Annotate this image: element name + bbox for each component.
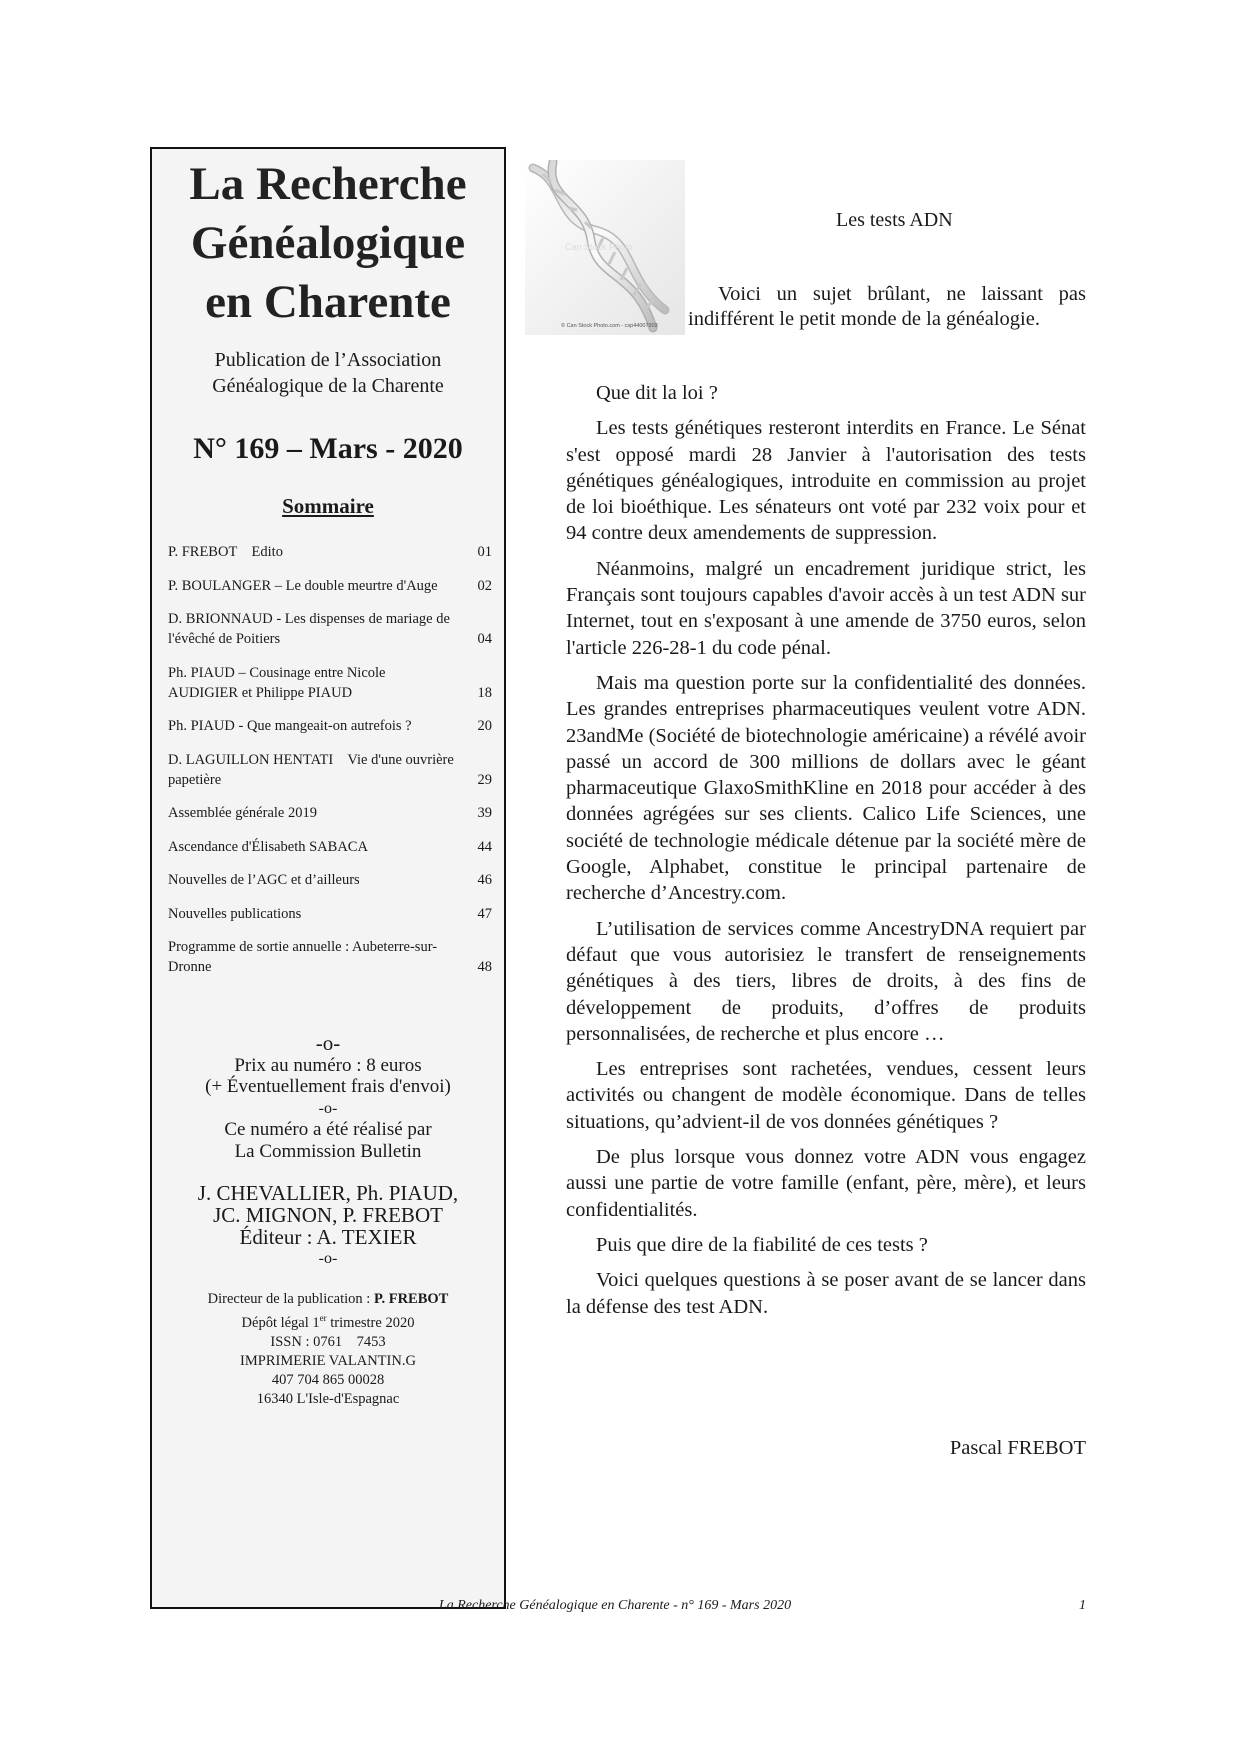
toc-item-page: 18	[477, 684, 492, 701]
toc-item-title: Ascendance d'Élisabeth SABACA	[168, 838, 368, 855]
masthead-title-line: Généalogique	[190, 217, 466, 269]
toc-item-page: 47	[477, 905, 492, 922]
printer-line: IMPRIMERIE VALANTIN.G	[240, 1352, 416, 1369]
toc-item[interactable]	[168, 716, 492, 736]
toc-item-page: 46	[477, 872, 492, 888]
toc-item-title: Programme de sortie annuelle : Aubeterre-sur-Dronne	[168, 939, 438, 975]
article-paragraph: L’utilisation de services comme AncestryDNA requiert par défaut que vous autorisiez le transfert de renseignements génétiques à des tiers, libres de droits, à des fins de développement de produits, d’offres de produits personnalisées, de recherche et plus encore …	[566, 917, 1086, 1045]
separator: -o-	[318, 1099, 338, 1117]
toc-item[interactable]	[168, 663, 492, 703]
credits-line: La Commission Bulletin	[234, 1140, 422, 1162]
toc-item-page: 01	[477, 544, 492, 560]
svg-text:Can Stock Photo: Can Stock Photo	[565, 242, 633, 252]
article-paragraph: De plus lorsque vous donnez votre ADN vous engagez aussi une partie de votre famille (enfant, père, mère), et leurs confidentialités.	[566, 1146, 1086, 1221]
toc-item-title: Nouvelles publications	[168, 905, 302, 922]
article-paragraph: Les tests génétiques resteront interdits en France. Le Sénat s'est opposé mardi 28 Janvier à l'autorisation des tests génétiques généalogiques, introduite en commission au projet de loi bioéthique. Les sénateurs ont voté par 232 voix pour et 94 contre deux amendements de suppression.	[566, 417, 1086, 545]
article-paragraph: Mais ma question porte sur la confidentialité des données. Les grandes entreprises pharmaceutiques veulent votre ADN. 23andMe (Société de biotechnologie américaine) a révélé avoir passé un accord de 300 millions de dollars avec le géant pharmaceutique GlaxoSmithKline en 2018 pour accéder à des données agrégées sur ses clients. Calico Life Sciences, une société de technologie médicale détenue par la société mère de Google, Alphabet, constitue le principal partenaire de recherche d’Ancestry.com.	[566, 671, 1086, 905]
issue-number: N° 169 – Mars - 2020	[193, 432, 463, 465]
publisher-line: Généalogique de la Charente	[212, 375, 444, 397]
siret-line: 407 704 865 00028	[271, 1371, 385, 1388]
toc-item[interactable]	[168, 937, 492, 977]
toc-item-title: D. LAGUILLON HENTATI Vie d'une ouvrière papetière	[168, 751, 458, 788]
legal-deposit-prefix: Dépôt légal 1	[241, 1314, 320, 1331]
article-signature: Pascal FREBOT	[949, 1437, 1086, 1459]
legal-deposit-sup: er	[319, 1313, 327, 1323]
image-credit: © Can Stock Photo.com - csp44007903	[561, 323, 658, 329]
toc-item[interactable]	[168, 837, 492, 857]
article-title: Les tests ADN	[836, 209, 953, 231]
article-paragraph: Voici quelques questions à se poser avant de se lancer dans la défense des test ADN.	[566, 1269, 1086, 1318]
masthead-title	[152, 155, 504, 332]
editors-line: JC. MIGNON, P. FREBOT	[213, 1203, 443, 1227]
toc-item-title: Nouvelles de l’AGC et d’ailleurs	[168, 872, 360, 888]
article-paragraph: Que dit la loi ?	[596, 382, 718, 404]
table-of-contents	[168, 542, 492, 991]
article-body	[566, 380, 1086, 1329]
article-paragraph: Puis que dire de la fiabilité de ces tests ?	[596, 1233, 928, 1256]
article-paragraph: Néanmoins, malgré un encadrement juridique strict, les Français sont toujours capables d'avoir accès à un test ADN sur Internet, tout en s'exposant à une amende de 3750 euros, selon l'article 226-28-1 du code pénal.	[566, 557, 1086, 659]
director-label: Directeur de la publication :	[207, 1291, 371, 1307]
running-title: La Recherche Généalogique en Charente - n° 169 - Mars 2020	[438, 1598, 792, 1613]
toc-item-title: Assemblée générale 2019	[168, 805, 317, 821]
masthead-title-line: La Recherche	[189, 158, 467, 210]
toc-item-page: 44	[477, 838, 492, 855]
shipping-line: (+ Éventuellement frais d'envoi)	[205, 1076, 451, 1097]
toc-item-page: 04	[477, 631, 492, 647]
publisher	[152, 347, 504, 399]
article-intro: Voici un sujet brûlant, ne laissant pas indifférent le petit monde de la généalogie.	[688, 283, 1086, 330]
director-name: P. FREBOT	[373, 1291, 449, 1307]
editors-line: J. CHEVALLIER, Ph. PIAUD,	[197, 1181, 459, 1205]
legal-block	[152, 1290, 504, 1409]
toc-item-page: 02	[477, 577, 492, 594]
toc-item[interactable]	[168, 576, 492, 596]
toc-item-title: P. BOULANGER – Le double meurtre d'Auge	[168, 577, 438, 594]
toc-item-title: P. FREBOT Edito	[168, 544, 283, 560]
credits-line: Ce numéro a été réalisé par	[224, 1119, 432, 1140]
toc-item[interactable]	[168, 803, 492, 823]
article-paragraph: Les entreprises sont rachetées, vendues, cessent leurs activités ou changent de modèle économique. Dans de telles situations, qu’advient-il de vos données génétiques ?	[566, 1058, 1086, 1133]
dna-helix-image	[525, 160, 685, 335]
toc-item-title: Ph. PIAUD – Cousinage entre Nicole AUDIGIER et Philippe PIAUD	[168, 664, 386, 701]
toc-item-title: Ph. PIAUD - Que mangeait-on autrefois ?	[168, 718, 412, 734]
legal-deposit-line	[152, 1309, 504, 1333]
toc-item-page: 20	[477, 718, 492, 734]
toc-item-page: 48	[477, 959, 492, 975]
issn-line: ISSN : 0761 7453	[270, 1333, 386, 1350]
toc-item[interactable]	[168, 542, 492, 562]
toc-item[interactable]	[168, 870, 492, 890]
sidebar-box	[150, 147, 506, 1609]
toc-item-title: D. BRIONNAUD - Les dispenses de mariage de l'évêché de Poitiers	[168, 611, 450, 647]
director-line	[152, 1290, 504, 1309]
editor-line: Éditeur : A. TEXIER	[239, 1225, 417, 1249]
toc-item[interactable]	[168, 750, 492, 790]
address-line: 16340 L'Isle-d'Espagnac	[256, 1390, 400, 1407]
toc-item[interactable]	[168, 609, 492, 649]
masthead-title-line: en Charente	[205, 276, 451, 328]
separator: -o-	[315, 1031, 341, 1055]
toc-item[interactable]	[168, 904, 492, 924]
toc-item-page: 39	[477, 805, 492, 821]
publisher-line: Publication de l’Association	[214, 349, 442, 371]
page-number: 1	[1079, 1598, 1086, 1613]
sommaire-heading: Sommaire	[282, 494, 374, 518]
separator: -o-	[318, 1250, 338, 1267]
price-line: Prix au numéro : 8 euros	[234, 1054, 422, 1076]
running-footer	[0, 1598, 1240, 1614]
legal-deposit-suffix: trimestre 2020	[326, 1314, 415, 1331]
dna-helix-icon	[525, 160, 685, 335]
toc-item-page: 29	[477, 771, 492, 788]
price-block	[152, 1033, 504, 1162]
editors-block	[152, 1182, 504, 1270]
